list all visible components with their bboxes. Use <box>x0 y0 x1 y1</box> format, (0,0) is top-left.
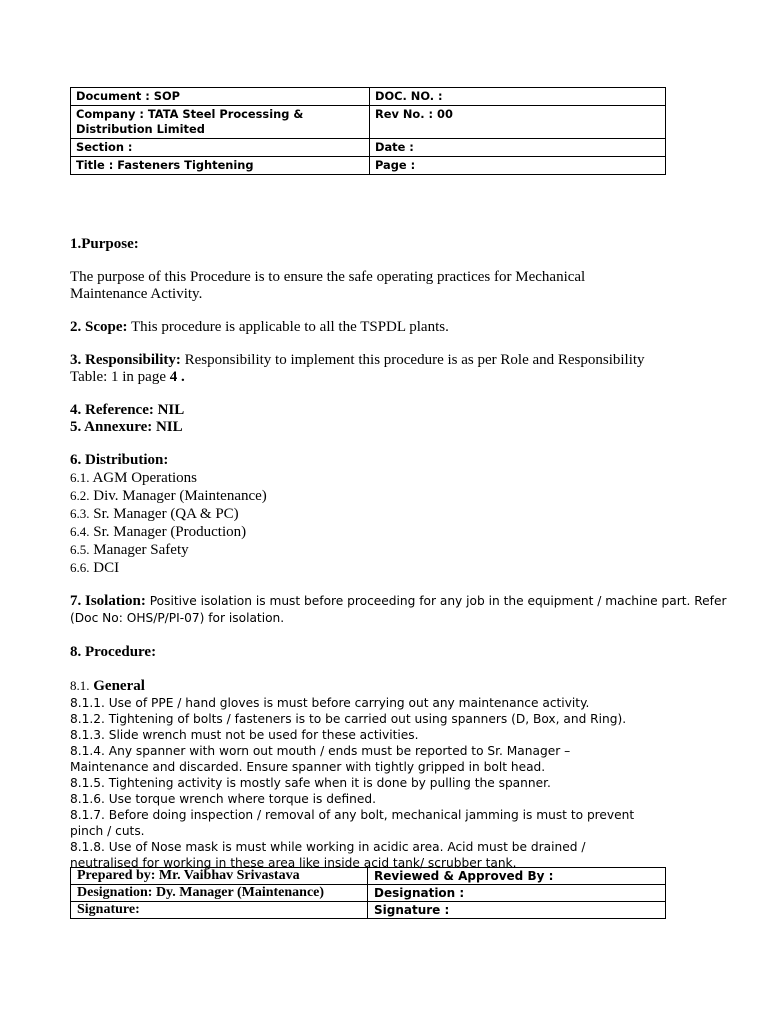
procedure-line: 8.1.4. Any spanner with worn out mouth / ends must be reported to Sr. Manager – <box>70 744 571 758</box>
procedure-line: 8.1.5. Tightening activity is mostly safe when it is done by pulling the spanner. <box>70 776 551 790</box>
scope-heading: 2. Scope: <box>70 319 128 335</box>
prepared-by: Prepared by: Mr. Vaibhav Srivastava <box>71 868 368 885</box>
list-item: 6.3. Sr. Manager (QA & PC) <box>70 506 239 522</box>
list-item: 6.1. AGM Operations <box>70 470 198 486</box>
procedure-line: 8.1.1. Use of PPE / hand gloves is must before carrying out any maintenance activity. <box>70 696 590 710</box>
isolation-text-cont: (Doc No: OHS/P/PI-07) for isolation. <box>70 611 285 625</box>
purpose-heading: 1.Purpose: <box>70 236 139 252</box>
table-row <box>71 88 666 106</box>
table-row <box>71 157 666 175</box>
signature-right: Signature : <box>368 902 666 919</box>
company-name: Company : TATA Steel Processing & Distribution Limited <box>71 106 370 139</box>
responsibility-text: Responsibility to implement this procedure is as per Role and Responsibility Table: 1 in page <box>70 352 645 385</box>
isolation-heading: 7. Isolation: <box>70 593 146 609</box>
table-row <box>71 902 666 919</box>
doc-number: DOC. NO. : <box>370 88 666 106</box>
annexure-line: 5. Annexure: NIL <box>70 419 183 435</box>
purpose-text: The purpose of this Procedure is to ensure the safe operating practices for Mechanical Maintenance Activity. <box>70 269 586 302</box>
date-field: Date : <box>370 139 666 157</box>
rev-number: Rev No. : 00 <box>370 106 666 139</box>
signature-left: Signature: <box>71 902 368 919</box>
procedure-line: 8.1.6. Use torque wrench where torque is defined. <box>70 792 377 806</box>
procedure-line: pinch / cuts. <box>70 824 145 838</box>
table-row <box>71 106 666 139</box>
general-heading: 8.1. General <box>70 678 145 694</box>
document-header-table <box>70 87 666 175</box>
procedure-line: 8.1.7. Before doing inspection / removal of any bolt, mechanical jamming is must to prevent <box>70 808 635 822</box>
list-item: 6.5. Manager Safety <box>70 542 189 558</box>
procedure-line: Maintenance and discarded. Ensure spanner with tightly gripped in bolt head. <box>70 760 546 774</box>
reviewed-by: Reviewed & Approved By : <box>368 868 666 885</box>
document-title: Title : Fasteners Tightening <box>71 157 370 175</box>
list-item: 6.2. Div. Manager (Maintenance) <box>70 488 267 504</box>
isolation-section <box>70 593 727 610</box>
list-item: 6.6. DCI <box>70 560 120 576</box>
distribution-heading: 6. Distribution: <box>70 452 169 468</box>
procedure-heading: 8. Procedure: <box>70 644 157 660</box>
procedure-line: 8.1.2. Tightening of bolts / fasteners is to be carried out using spanners (D, Box, and Ring). <box>70 712 627 726</box>
procedure-line: 8.1.8. Use of Nose mask is must while working in acidic area. Acid must be drained / <box>70 840 586 854</box>
scope-section <box>70 319 700 336</box>
procedure-line: 8.1.3. Slide wrench must not be used for these activities. <box>70 728 419 742</box>
section-field: Section : <box>71 139 370 157</box>
procedure-line: neutralised for working in these area like inside acid tank/ scrubber tank. <box>70 856 517 870</box>
document-body <box>70 236 727 871</box>
responsibility-section <box>70 352 680 386</box>
designation-right: Designation : <box>368 885 666 902</box>
table-row <box>71 139 666 157</box>
page-field: Page : <box>370 157 666 175</box>
isolation-text: Positive isolation is must before proceeding for any job in the equipment / machine part. Refer <box>145 594 727 608</box>
table-row <box>71 885 666 902</box>
scope-text: This procedure is applicable to all the TSPDL plants. <box>127 319 449 335</box>
responsibility-heading: 3. Responsibility: <box>70 352 181 368</box>
designation-left: Designation: Dy. Manager (Maintenance) <box>71 885 368 902</box>
document-type: Document : SOP <box>71 88 370 106</box>
approval-table <box>70 867 666 919</box>
reference-line: 4. Reference: NIL <box>70 402 185 418</box>
table-row <box>71 868 666 885</box>
responsibility-page-ref: 4 . <box>169 369 185 385</box>
list-item: 6.4. Sr. Manager (Production) <box>70 524 247 540</box>
